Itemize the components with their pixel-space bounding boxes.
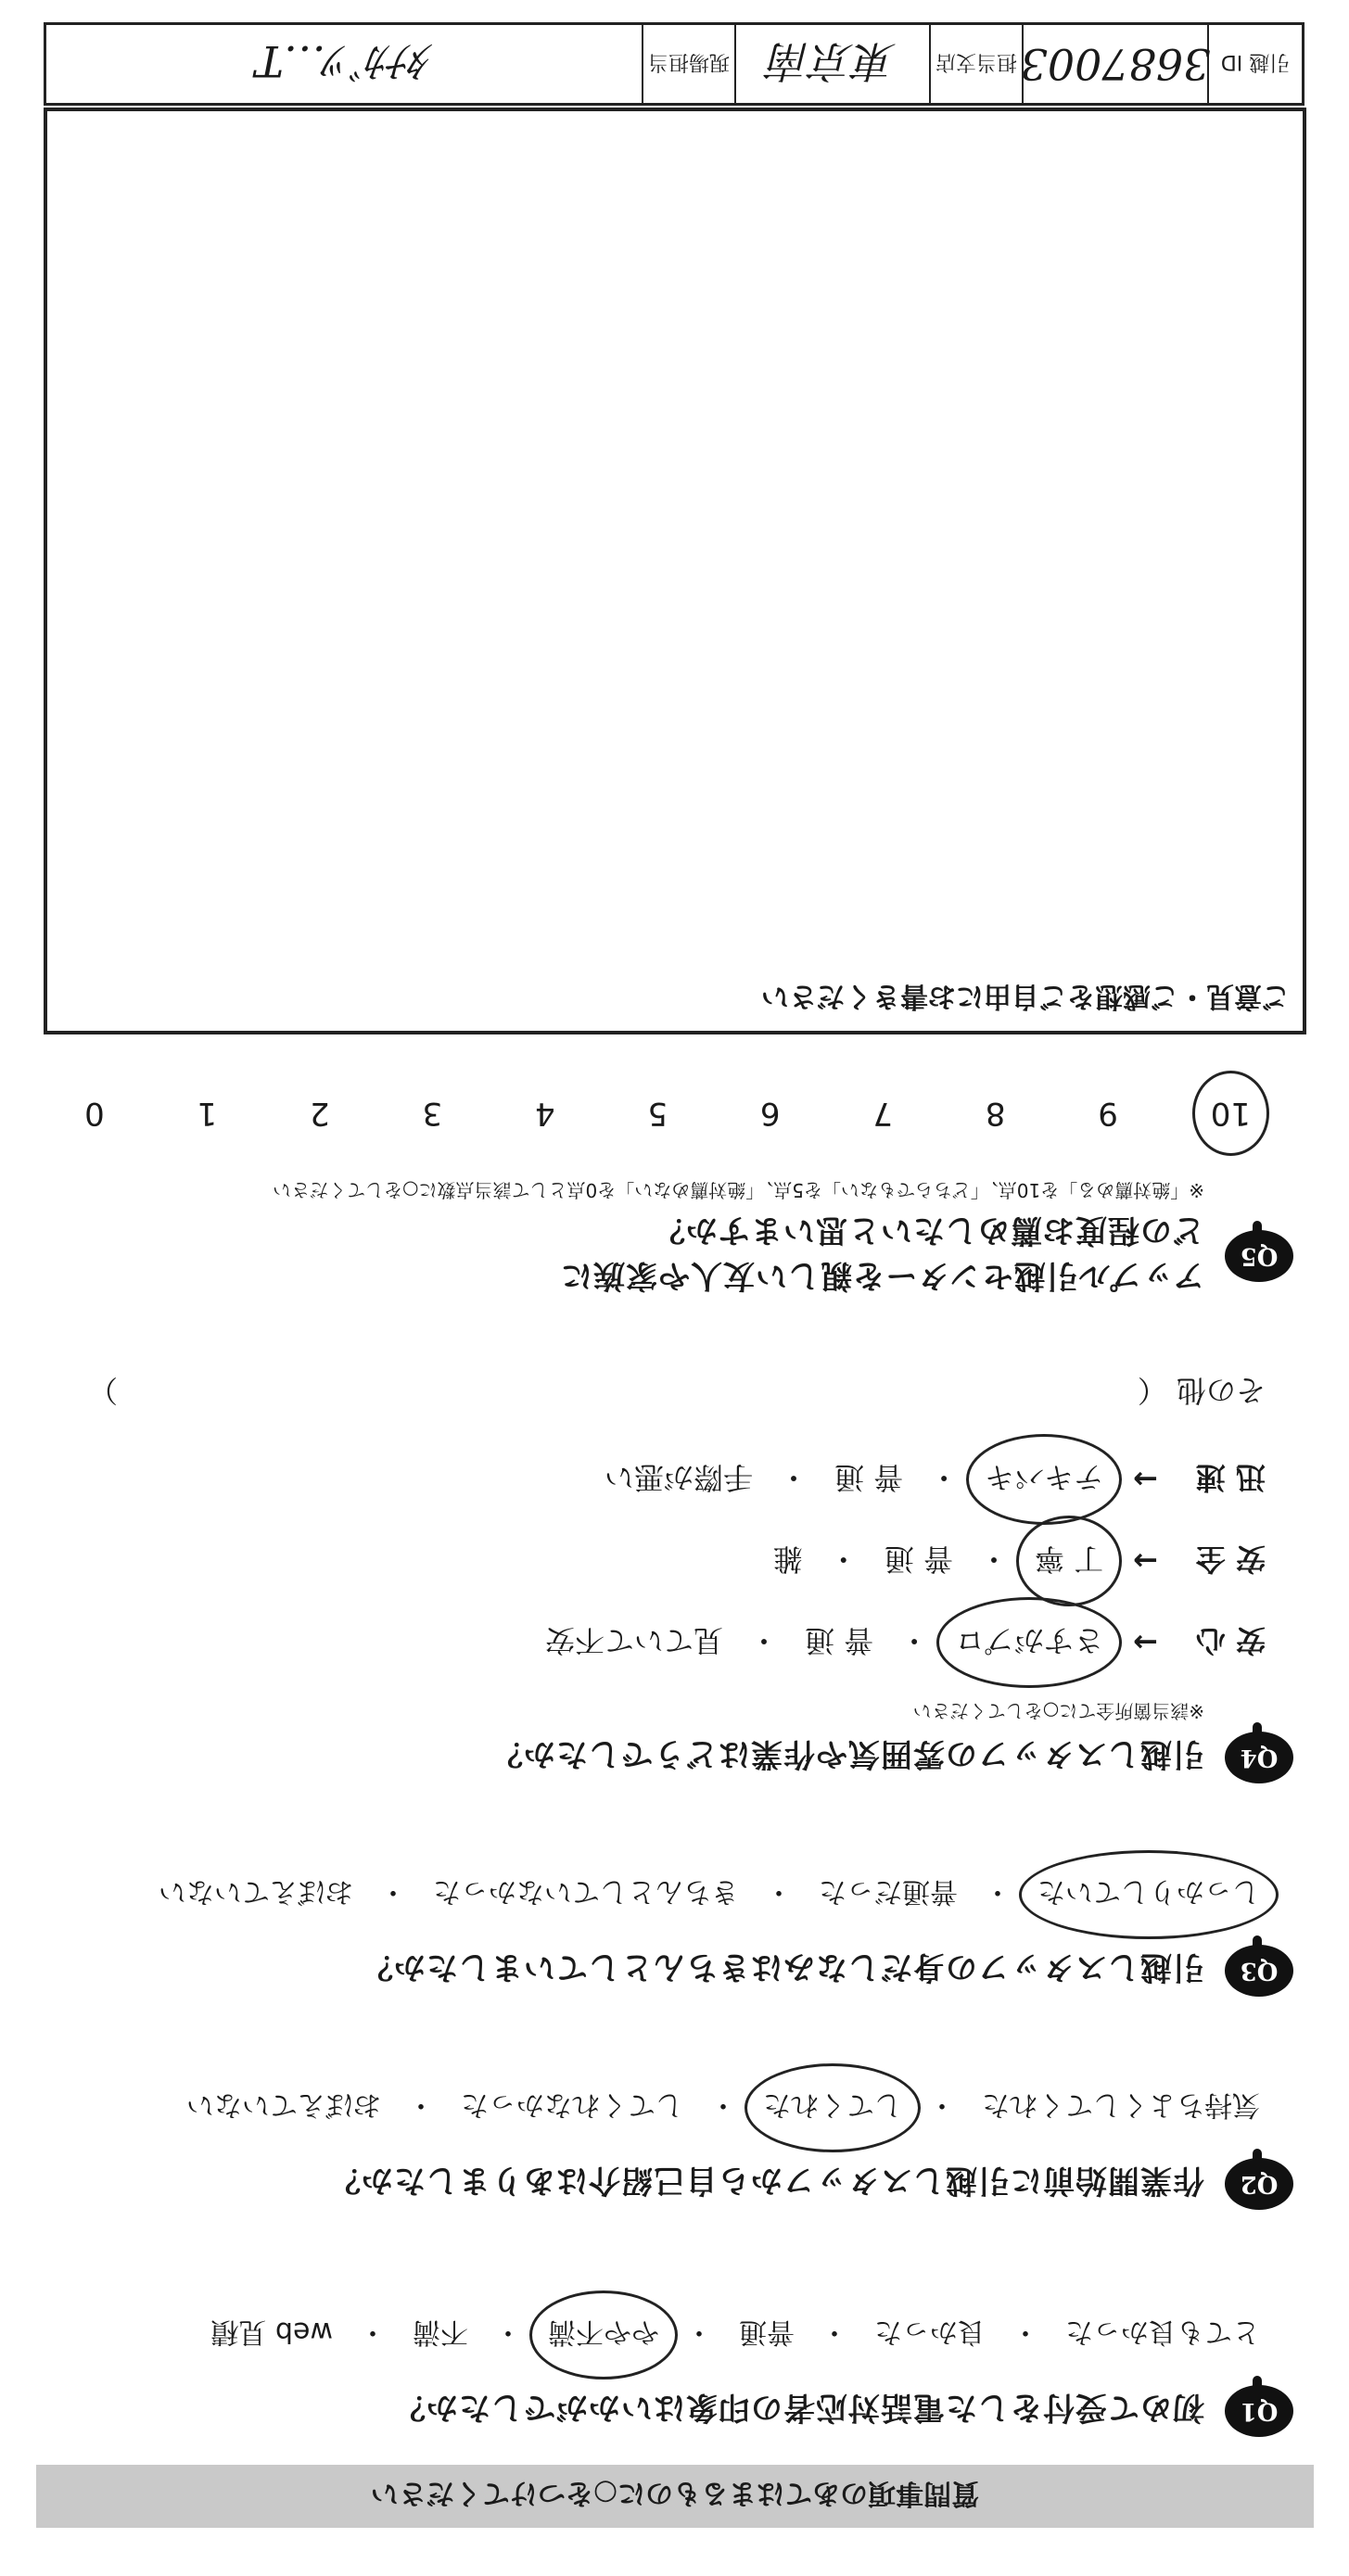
arrow-icon: → xyxy=(1133,1625,1158,1660)
q5-badge: Q5 xyxy=(1225,1230,1293,1282)
q4-row-anzen: 安 全 → 丁 寧 ・ 普 通 ・ 雑 xyxy=(51,1536,1266,1586)
q4-option-selected[interactable]: テキパキ xyxy=(979,1454,1109,1504)
q5-score[interactable]: 2 xyxy=(309,1095,330,1132)
q4-row-label: 安 心 xyxy=(1195,1623,1266,1658)
question-4 xyxy=(51,1371,1293,1783)
q2-option[interactable]: おぼえていない xyxy=(186,2088,381,2121)
arrow-icon: → xyxy=(1133,1462,1158,1497)
q3-badge: Q3 xyxy=(1225,1945,1293,1997)
q5-score[interactable]: 6 xyxy=(759,1095,781,1132)
q3-option[interactable]: 普通だった xyxy=(819,1875,958,1908)
q2-text: 作業開始前に引越しスタッフから自己紹介はありましたか？ xyxy=(328,2162,1204,2200)
q5-score-selected[interactable]: 10 xyxy=(1205,1091,1256,1136)
arrow-icon: → xyxy=(1133,1543,1158,1579)
q1-option-selected[interactable]: やや不満 xyxy=(542,2311,665,2359)
q4-option-selected[interactable]: さすがプロ xyxy=(949,1618,1109,1668)
instructions-banner: 質問事項のあてはまるものに○をつけてください xyxy=(36,2465,1314,2528)
q5-score[interactable]: 4 xyxy=(534,1095,555,1132)
q3-option[interactable]: きちんとしていなかった xyxy=(433,1875,739,1908)
q4-option[interactable]: 雑 xyxy=(772,1542,803,1577)
q4-row-label: 安 全 xyxy=(1195,1542,1266,1577)
leader-value: ﾀﾅｶﾞﾂ…T xyxy=(46,25,643,103)
q5-score[interactable]: 3 xyxy=(422,1095,443,1132)
q1-options: とても良かった ・ 良かった ・ 普通 ・ やや不満 ・ 不満 ・ web 見積 xyxy=(51,2311,1266,2359)
q4-option[interactable]: 見ていて不安 xyxy=(544,1623,723,1658)
q1-option[interactable]: 不満 xyxy=(413,2316,468,2348)
q5-score[interactable]: 0 xyxy=(84,1095,105,1132)
question-5 xyxy=(51,1091,1293,1301)
q4-note: ※該当箇所全てに○をしてください xyxy=(912,1700,1204,1722)
q2-option[interactable]: 気持ちよくしてくれた xyxy=(982,2088,1260,2121)
q3-options: しっかりしていた ・ 普通だった ・ きちんとしていなかった ・ おぼえていない xyxy=(51,1871,1266,1919)
q4-option[interactable]: 普 通 xyxy=(834,1460,904,1495)
q2-badge: Q2 xyxy=(1225,2158,1293,2210)
branch-label: 担当支店 xyxy=(931,25,1024,103)
q4-other-row xyxy=(88,1371,1266,1414)
q2-options: 気持ちよくしてくれた ・ してくれた ・ してくれなかった ・ おぼえていない xyxy=(51,2084,1266,2132)
q4-option-selected[interactable]: 丁 寧 xyxy=(1029,1536,1109,1586)
q3-option-selected[interactable]: しっかりしていた xyxy=(1032,1871,1266,1919)
q5-scale xyxy=(79,1091,1256,1136)
q4-option[interactable]: 手際が悪い xyxy=(604,1460,753,1495)
q4-text: 引越しスタッフの雰囲気や作業はどうでしたか？ xyxy=(490,1735,1204,1773)
question-2 xyxy=(51,2084,1293,2210)
q1-text: 初めて受付をした電話対応者の印象はいかがでしたか？ xyxy=(393,2389,1204,2427)
q1-option[interactable]: とても良かった xyxy=(1065,2316,1260,2348)
comment-title: ご意見・ご感想をご自由にお書きください xyxy=(761,980,1290,1012)
q1-option[interactable]: 良かった xyxy=(874,2316,986,2348)
q4-option[interactable]: 普 通 xyxy=(804,1623,874,1658)
q5-text-line1: アップル引越センターを親しい友人や家族に xyxy=(560,1257,1204,1294)
q4-row-jinsoku: 迅 速 → テキパキ ・ 普 通 ・ 手際が悪い xyxy=(51,1454,1266,1504)
question-3 xyxy=(51,1871,1293,1997)
q1-option[interactable]: 普通 xyxy=(739,2316,795,2348)
comment-box[interactable] xyxy=(44,108,1306,1034)
question-1 xyxy=(51,2311,1293,2437)
header-info-table xyxy=(44,22,1304,106)
q5-score[interactable]: 1 xyxy=(197,1095,218,1132)
id-value: 3687003 xyxy=(1024,25,1209,103)
q4-option[interactable]: 普 通 xyxy=(884,1542,953,1577)
leader-label: 現場担当 xyxy=(643,25,736,103)
q4-other-label: その他 （ xyxy=(1137,1373,1266,1408)
id-label: 引越 ID xyxy=(1220,50,1291,74)
q5-score[interactable]: 5 xyxy=(647,1095,668,1132)
q5-score[interactable]: 8 xyxy=(985,1095,1006,1132)
q4-badge: Q4 xyxy=(1225,1732,1293,1783)
q2-option-selected[interactable]: してくれた xyxy=(757,2084,908,2132)
q1-option[interactable]: web 見積 xyxy=(210,2316,333,2348)
q5-text-line2: どの程度お薦めしたいと思いますか？ xyxy=(653,1212,1204,1249)
q3-option[interactable]: おぼえていない xyxy=(159,1875,353,1908)
q5-note: ※「絶対薦める」を10点、「どちらでもない」を5点、「絶対薦めない」を0点として該当点数に○をしてください xyxy=(273,1179,1204,1201)
q4-row-label: 迅 速 xyxy=(1195,1460,1266,1495)
q4-row-anshin: 安 心 → さすがプロ ・ 普 通 ・ 見ていて不安 xyxy=(51,1618,1266,1668)
q1-badge: Q1 xyxy=(1225,2385,1293,2437)
q4-other-close: ） xyxy=(88,1373,119,1408)
q3-text: 引越しスタッフの身だしなみはきちんとしていましたか？ xyxy=(361,1948,1204,1986)
q5-score[interactable]: 7 xyxy=(872,1095,893,1132)
q2-option[interactable]: してくれなかった xyxy=(461,2088,683,2121)
q5-score[interactable]: 9 xyxy=(1098,1095,1118,1132)
branch-value: 東京南 xyxy=(736,25,931,103)
